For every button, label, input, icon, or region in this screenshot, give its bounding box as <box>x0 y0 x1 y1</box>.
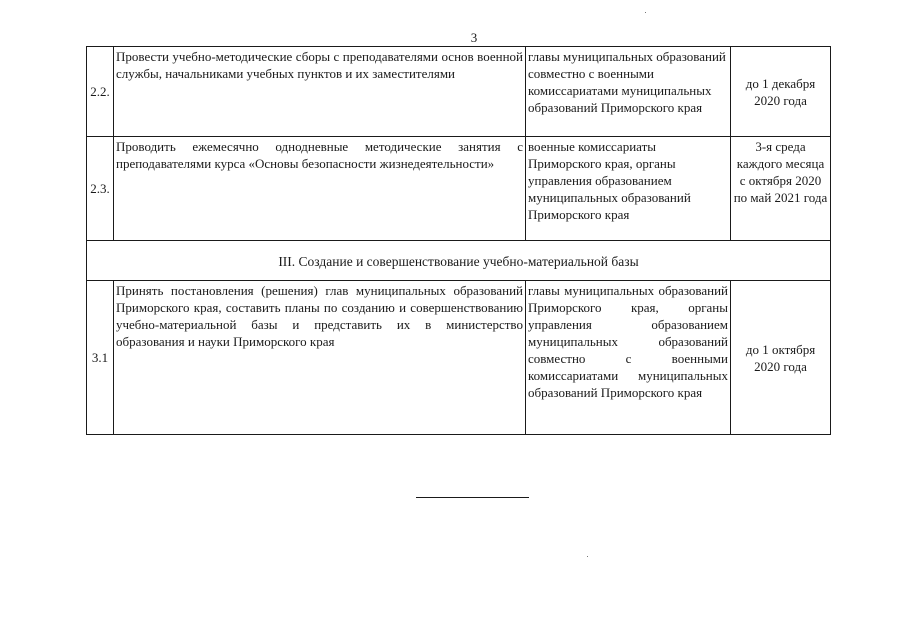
table-row <box>87 137 831 241</box>
scan-speck <box>587 556 588 557</box>
responsible-cell: главы муниципальных образований совместно с военными комиссариатами муниципальных образований Приморского края <box>526 47 731 137</box>
row-number: 2.2. <box>87 47 114 137</box>
plan-table <box>86 46 831 435</box>
deadline-cell: до 1 октября 2020 года <box>731 281 831 435</box>
responsible-cell: главы муниципальных образований Приморского края, органы управления образованием муниципальных образований совместно с военными комиссариатами муниципальных образований Приморского края <box>526 281 731 435</box>
section-heading: III. Создание и совершенствование учебно-материальной базы <box>87 241 831 281</box>
table-row <box>87 47 831 137</box>
table-row <box>87 281 831 435</box>
scan-speck <box>645 12 646 13</box>
action-cell: Провести учебно-методические сборы с преподавателями основ военной службы, начальниками учебных пунктов и их заместителями <box>114 47 526 137</box>
deadline-cell: до 1 декабря 2020 года <box>731 47 831 137</box>
page-number: 3 <box>470 30 478 45</box>
action-cell: Проводить ежемесячно однодневные методические занятия с преподавателями курса «Основы безопасности жизнедеятельности» <box>114 137 526 241</box>
section-row <box>87 241 831 281</box>
row-number: 3.1 <box>87 281 114 435</box>
row-number: 2.3. <box>87 137 114 241</box>
end-of-document-line <box>416 497 529 498</box>
deadline-cell: 3-я среда каждого месяца с октября 2020 по май 2021 года <box>731 137 831 241</box>
responsible-cell: военные комиссариаты Приморского края, органы управления образованием муниципальных образований Приморского края <box>526 137 731 241</box>
action-cell: Принять постановления (решения) глав муниципальных образований Приморского края, составить планы по созданию и совершенствованию учебно-материальной базы и представить их в министерство образования и науки Приморского края <box>114 281 526 435</box>
